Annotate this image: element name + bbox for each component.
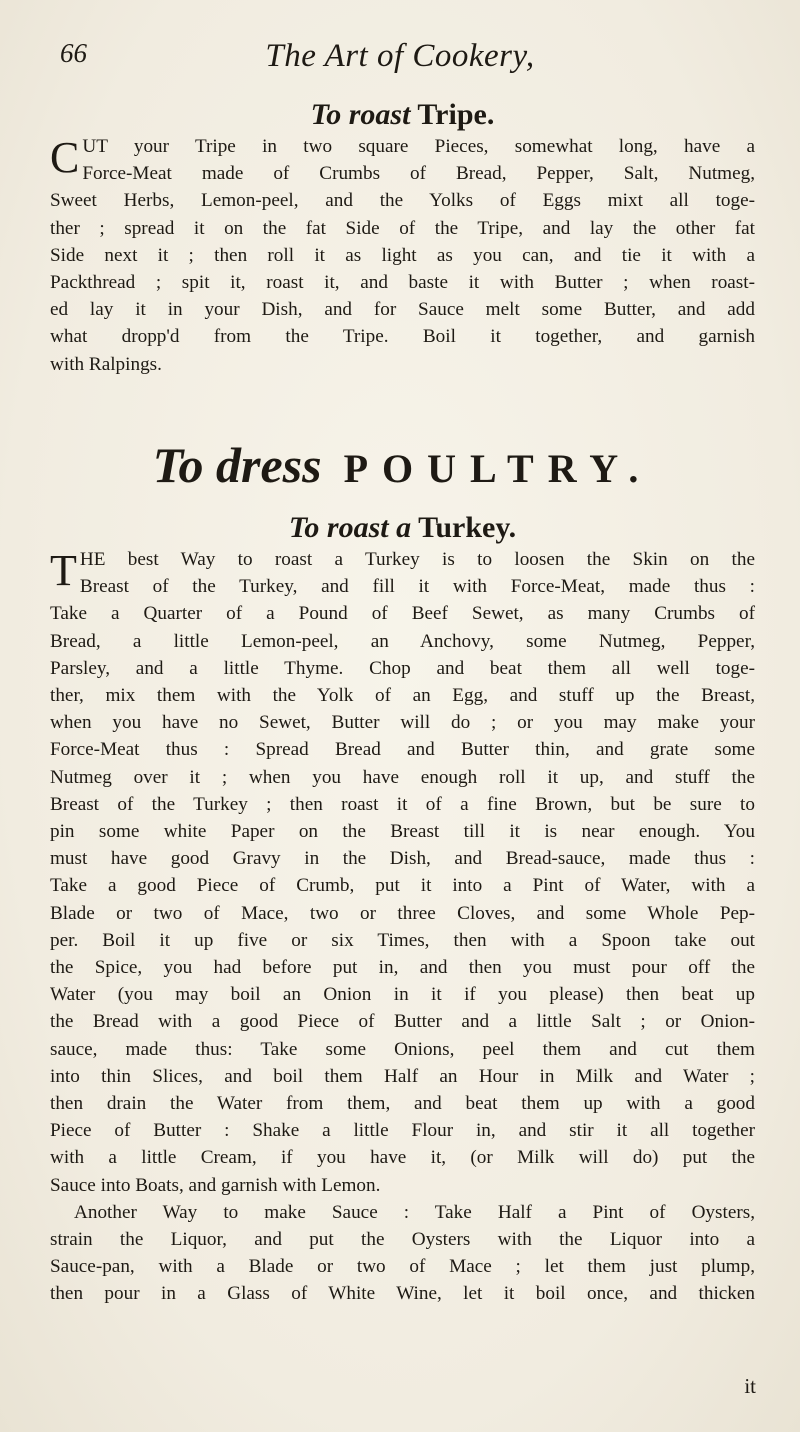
heading-italic: To roast a	[288, 511, 412, 544]
text-line: the Spice, you had before put in, and then you must pour off the	[50, 957, 755, 979]
text-line: Bread, a little Lemon-peel, an Anchovy, some Nutmeg, Pepper,	[50, 630, 755, 652]
text-line: Force-Meat made of Crumbs of Bread, Pepper, Salt, Nutmeg,	[82, 163, 755, 185]
text-line: when you have no Sewet, Butter will do ; or you may make your	[50, 712, 755, 734]
text-line: must have good Gravy in the Dish, and Bread-sauce, made thus :	[50, 848, 755, 870]
text-line: per. Boil it up five or six Times, then with a Spoon take out	[50, 929, 755, 951]
text-line: the Bread with a good Piece of Butter and a little Salt ; or Onion-	[50, 1011, 755, 1033]
text-line: into thin Slices, and boil them Half an Hour in Milk and Water ;	[50, 1065, 755, 1087]
catchword: it	[744, 1374, 756, 1398]
recipe-body-oyster-sauce	[50, 1199, 755, 1308]
text-line: Take a Quarter of a Pound of Beef Sewet, as many Crumbs of	[50, 603, 755, 625]
page-number: 66	[60, 38, 87, 68]
recipe-tripe	[50, 97, 755, 378]
heading-italic: To roast	[310, 98, 411, 131]
text-line: ed lay it in your Dish, and for Sauce melt some Butter, and add	[50, 299, 755, 321]
text-line: Sweet Herbs, Lemon-peel, and the Yolks of Eggs mixt all toge-	[50, 190, 755, 212]
text-line: Packthread ; spit it, roast it, and baste it with Butter ; when roast-	[50, 272, 755, 294]
text-line: HE best Way to roast a Turkey is to loosen the Skin on the	[79, 549, 755, 570]
recipe-turkey	[50, 510, 755, 1308]
section-heading-turkey	[50, 510, 755, 546]
recipe-body-turkey	[50, 546, 755, 1199]
heading-italic: To dress	[152, 437, 322, 493]
text-line: Another Way to make Sauce : Take Half a Pint of Oysters,	[74, 1201, 755, 1223]
text-line: Parsley, and a little Thyme. Chop and beat them all well toge-	[50, 657, 755, 679]
heading-roman: Turkey.	[418, 511, 517, 544]
running-title: The Art of Cookery,	[265, 38, 535, 74]
text-line: Nutmeg over it ; when you have enough roll it up, and stuff the	[50, 766, 755, 788]
text-line: ther, mix them with the Yolk of an Egg, and stuff up the Breast,	[50, 685, 755, 707]
text-line: ther ; spread it on the fat Side of the Tripe, and lay the other fat	[50, 217, 755, 239]
text-line: sauce, made thus: Take some Onions, peel them and cut them	[50, 1038, 755, 1060]
text-line: Blade or two of Mace, two or three Cloves, and some Whole Pep-	[50, 902, 755, 924]
text-line: then drain the Water from them, and beat them up with a good	[50, 1093, 755, 1115]
text-line: Sauce-pan, with a Blade or two of Mace ; let them just plump,	[50, 1256, 755, 1278]
drop-cap: C	[50, 133, 80, 182]
chapter-heading-poultry	[50, 434, 755, 502]
text-line: Piece of Butter : Shake a little Flour in, and stir it all together	[50, 1120, 755, 1142]
text-line: Breast of the Turkey ; then roast it of a fine Brown, but be sure to	[50, 793, 755, 815]
text-line: what dropp'd from the Tripe. Boil it together, and garnish	[50, 326, 755, 348]
heading-caps: POULTRY.	[343, 446, 653, 491]
text-line: pin some white Paper on the Breast till it is near enough. You	[50, 821, 755, 843]
text-line: strain the Liquor, and put the Oysters with the Liquor into a	[50, 1229, 755, 1251]
text-line: Side next it ; then roll it as light as you can, and tie it with a	[50, 244, 755, 266]
recipe-body-tripe	[50, 133, 755, 378]
text-line: then pour in a Glass of White Wine, let it boil once, and thicken	[50, 1283, 755, 1305]
running-head	[60, 38, 740, 98]
text-line: Force-Meat thus : Spread Bread and Butter thin, and grate some	[50, 739, 755, 761]
text-line: Breast of the Turkey, and fill it with Force-Meat, made thus :	[79, 576, 755, 598]
text-line: with Ralpings.	[50, 353, 162, 375]
text-line: with a little Cream, if you have it, (or Milk will do) put the	[50, 1147, 755, 1169]
text-line: Water (you may boil an Onion in it if you please) then beat up	[50, 984, 755, 1006]
section-heading-tripe	[50, 97, 755, 133]
drop-cap: T	[50, 546, 77, 595]
chapter-poultry	[50, 434, 755, 502]
text-line: Sauce into Boats, and garnish with Lemon.	[50, 1174, 381, 1196]
text-line: Take a good Piece of Crumb, put it into a Pint of Water, with a	[50, 875, 755, 897]
text-line: UT your Tripe in two square Pieces, somewhat long, have a	[82, 136, 755, 157]
heading-roman: Tripe.	[417, 98, 495, 131]
